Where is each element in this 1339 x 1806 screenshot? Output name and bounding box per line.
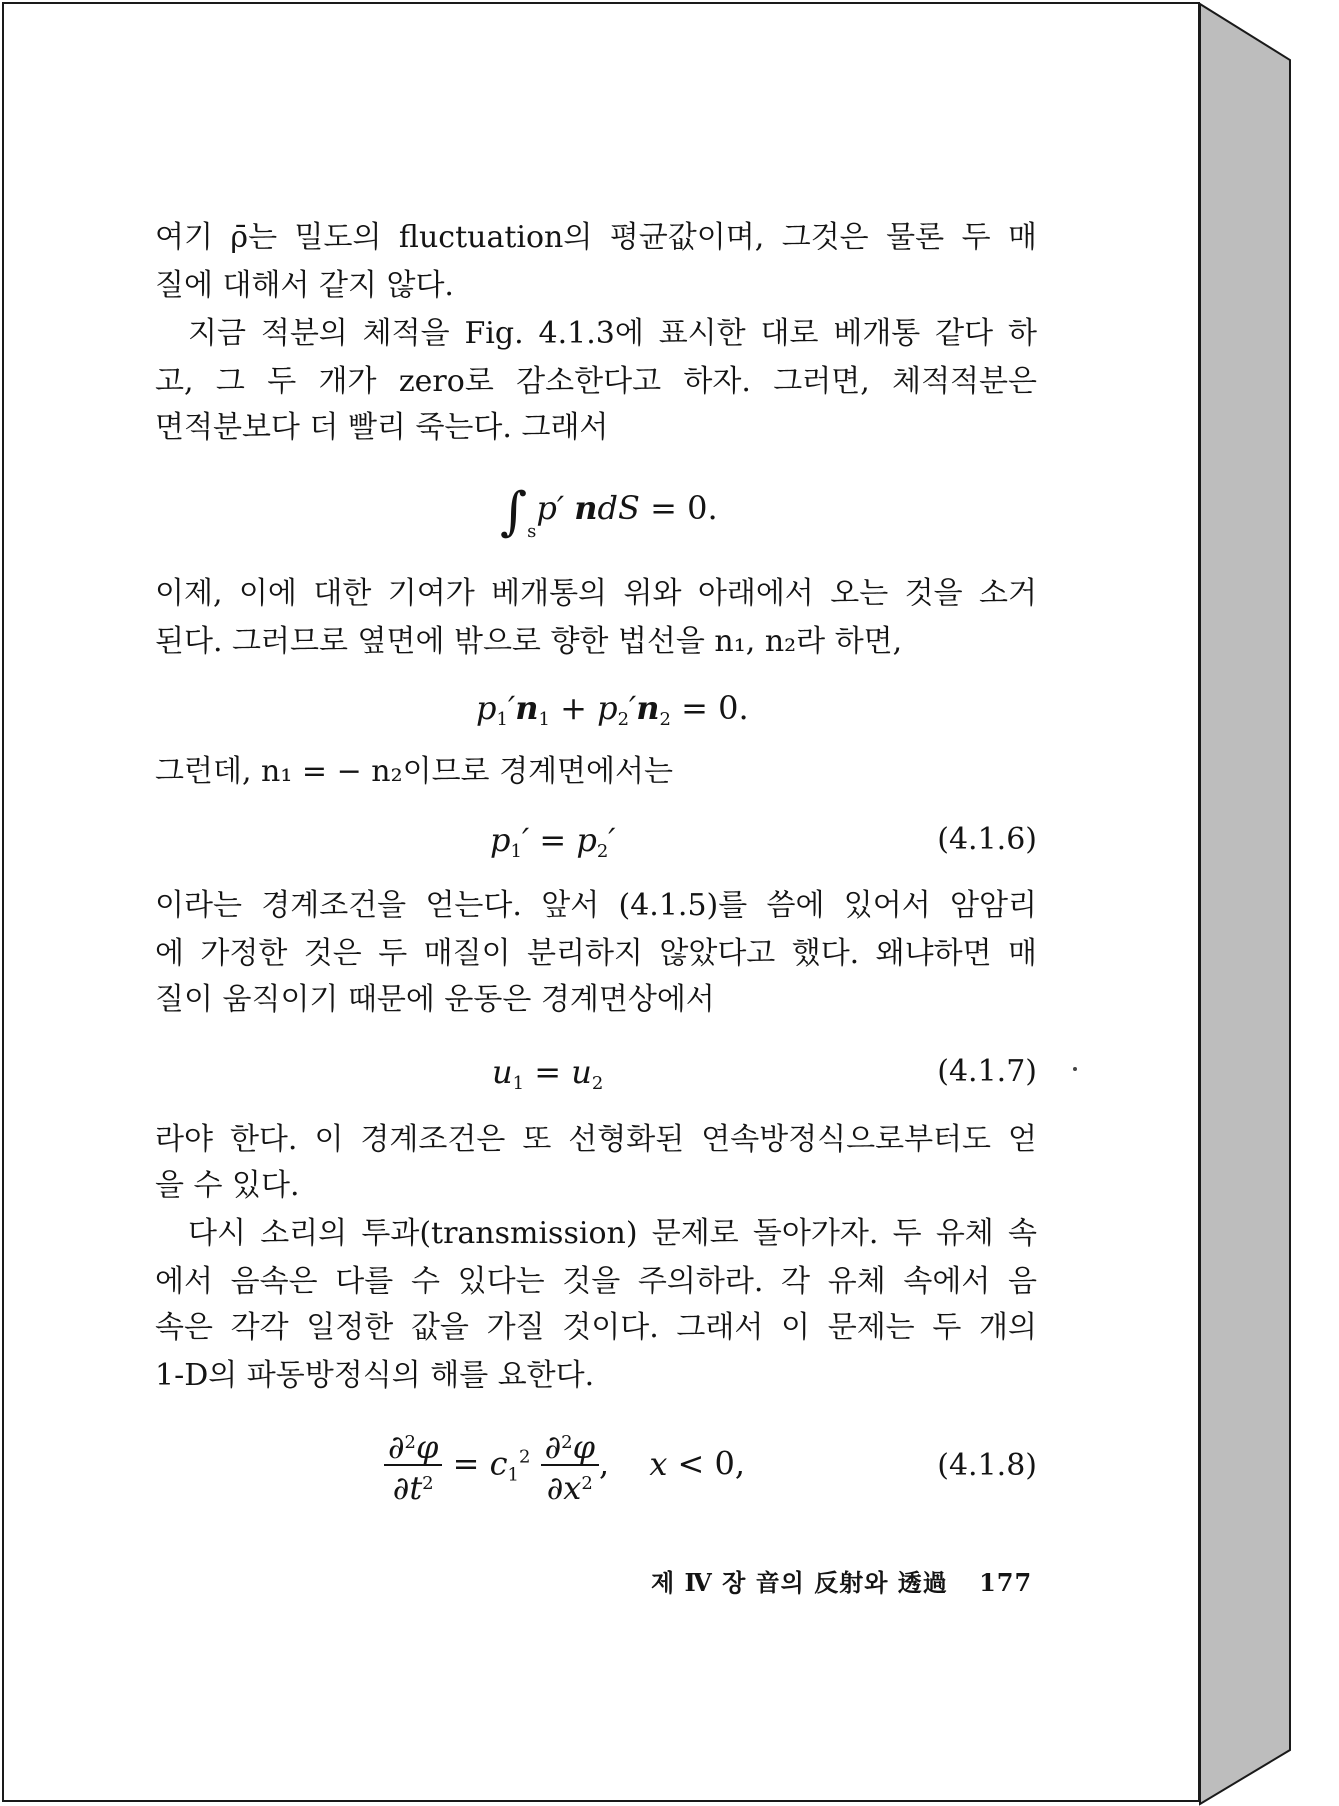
integral-sign: ∫: [500, 482, 528, 542]
text-line: 을 수 있다.: [155, 1168, 300, 1203]
equation-4-1-7: $u_1 = u_2$: [492, 1053, 604, 1094]
equation-number: (4.1.8): [937, 1448, 1037, 1483]
text-line: 된다. 그러므로 옆면에 밖으로 향한 법선을 n₁, n₂라 하면,: [155, 624, 903, 659]
text-line: 그런데, n₁ = − n₂이므로 경계면에서는: [155, 754, 673, 789]
chapter-title: 제 Ⅳ 장 音의 反射와 透過: [651, 1568, 948, 1597]
fraction: $\frac{\partial^2\varphi}{\partial x^2}$: [541, 1426, 599, 1506]
equation-number: (4.1.6): [937, 822, 1037, 857]
text-line: 에 가정한 것은 두 매질이 분리하지 않았다고 했다. 왜냐하면 매: [155, 936, 1037, 971]
text-line: 이라는 경계조건을 얻는다. 앞서 (4.1.5)를 씀에 있어서 암암리: [155, 888, 1037, 923]
fraction: $\frac{\partial^2\varphi}{\partial t^2}$: [384, 1426, 442, 1506]
text-line: 고, 그 두 개가 zero로 감소한다고 하자. 그러면, 체적적분은: [155, 364, 1037, 399]
equation-4-1-6: $p_1' = p_2'$: [490, 821, 616, 862]
text-line: 에서 음속은 다를 수 있다는 것을 주의하라. 각 유체 속에서 음: [155, 1264, 1037, 1299]
text-line: 속은 각각 일정한 값을 가질 것이다. 그래서 이 문제는 두 개의: [155, 1310, 1037, 1345]
text-line: 여기 ρ̄는 밀도의 fluctuation의 평균값이며, 그것은 물론 두 매: [155, 220, 1037, 255]
text-line: 다시 소리의 투과(transmission) 문제로 돌아가자. 두 유체 속: [188, 1216, 1037, 1251]
text-line: 질에 대해서 같지 않다.: [155, 268, 454, 303]
text-line: 질이 움직이기 때문에 운동은 경계면상에서: [155, 982, 715, 1017]
equation-pressure-sum: $p_1'n_1 + p_2'n_2 = 0$.: [476, 689, 749, 730]
equation-surface-integral: $\int_sp'$ ndS = 0.: [500, 482, 718, 542]
text-line: 면적분보다 더 빨리 죽는다. 그래서: [155, 410, 609, 445]
page-number: 177: [979, 1568, 1033, 1597]
scan-speck: [1073, 1067, 1077, 1071]
equation-number: (4.1.7): [937, 1054, 1037, 1089]
text-line: 지금 적분의 체적을 Fig. 4.1.3에 표시한 대로 베개통 같다 하: [188, 316, 1037, 351]
page-footer: [651, 1563, 1032, 1598]
text-line: 라야 한다. 이 경계조건은 또 선형화된 연속방정식으로부터도 얻: [155, 1122, 1037, 1157]
equation-4-1-8: $\frac{\partial^2\varphi}{\partial t^2}$ = $c_1^2$ $\frac{\partial^2\varphi}{\partial x^2}$ , x < 0,: [384, 1426, 745, 1506]
text-line: 1-D의 파동방정식의 해를 요한다.: [155, 1358, 595, 1393]
text-line: 이제, 이에 대한 기여가 베개통의 위와 아래에서 오는 것을 소거: [155, 576, 1037, 611]
